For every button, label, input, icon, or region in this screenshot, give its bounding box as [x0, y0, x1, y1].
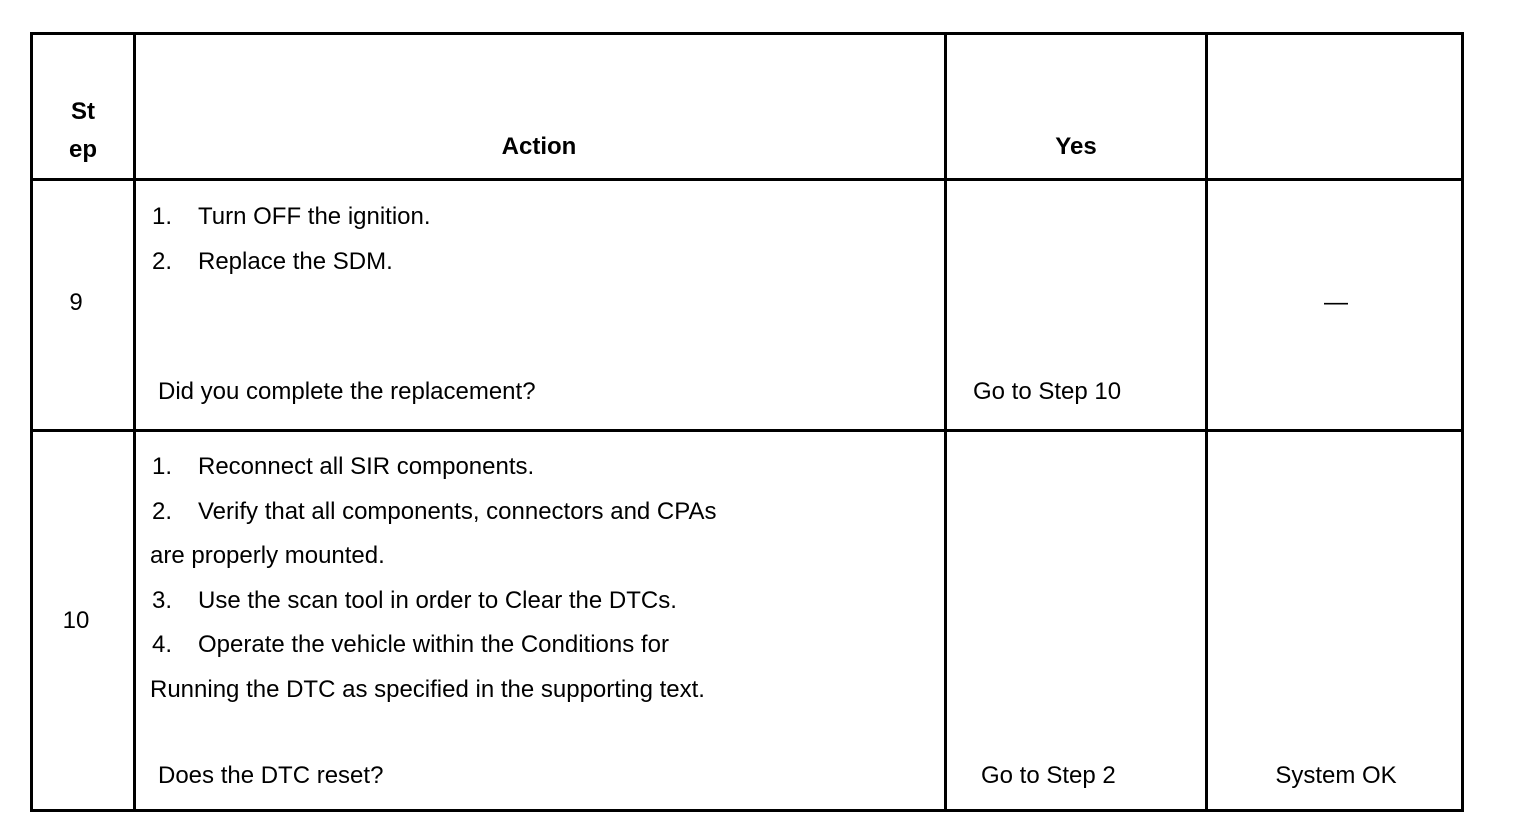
row-divider — [33, 429, 1461, 432]
item-number: 1. — [152, 203, 173, 230]
item-text: Operate the vehicle within the Conditions for — [198, 631, 669, 658]
item-number: 1. — [152, 453, 173, 480]
item-number: 2. — [152, 498, 173, 525]
list-item — [152, 453, 534, 481]
item-text: are properly mounted. — [150, 542, 385, 569]
list-item — [152, 587, 677, 615]
list-item-continuation — [150, 676, 705, 704]
item-text: Turn OFF the ignition. — [198, 203, 431, 230]
item-number: 2. — [152, 248, 173, 275]
step-number: 9 — [69, 289, 83, 316]
action-column-header: Action — [501, 133, 577, 160]
no-result: System OK — [1275, 762, 1397, 789]
step-column-header — [33, 93, 133, 169]
item-text: Reconnect all SIR components. — [198, 453, 535, 480]
question-text: Did you complete the replacement? — [158, 378, 536, 405]
list-item — [152, 248, 393, 276]
list-item-continuation — [150, 542, 385, 570]
item-text: Verify that all components, connectors and CPAs — [198, 498, 717, 525]
diagnostic-table — [30, 32, 1464, 812]
step-header-line1: St — [71, 98, 95, 125]
no-result: — — [1324, 289, 1348, 316]
item-text: Running the DTC as specified in the supporting text. — [150, 676, 705, 703]
column-divider — [1205, 35, 1208, 809]
step-number: 10 — [62, 607, 90, 634]
list-item — [152, 498, 717, 526]
step-header-line2: ep — [68, 136, 97, 163]
row-divider — [33, 178, 1461, 181]
yes-result: Go to Step 10 — [973, 378, 1122, 405]
item-number: 4. — [152, 631, 173, 658]
question-text: Does the DTC reset? — [158, 762, 384, 789]
yes-column-header: Yes — [1055, 133, 1097, 160]
item-number: 3. — [152, 587, 173, 614]
item-text: Use the scan tool in order to Clear the DTCs. — [198, 587, 677, 614]
yes-result: Go to Step 2 — [981, 762, 1116, 789]
list-item — [152, 203, 431, 231]
item-text: Replace the SDM. — [198, 248, 393, 275]
list-item — [152, 631, 669, 659]
